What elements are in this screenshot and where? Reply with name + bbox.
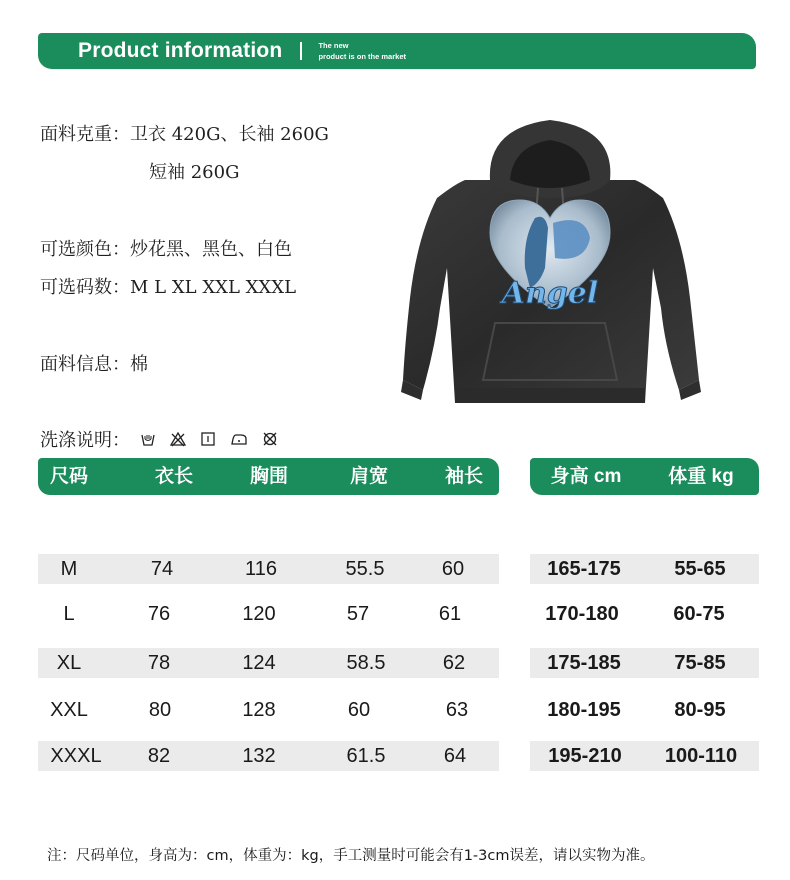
material-value: 棉 — [130, 354, 148, 375]
fit-table-header — [530, 458, 759, 495]
hoodie-graphic-text: Angel — [501, 276, 599, 311]
size-table-header — [38, 458, 499, 495]
tumble-dry-icon — [200, 431, 216, 447]
product-info-banner — [38, 33, 756, 69]
colors-label: 可选颜色： — [40, 239, 130, 260]
fabric-weight-value: 卫衣 420G、长袖 260G — [130, 124, 329, 145]
sizes-label: 可选码数： — [40, 277, 130, 298]
header-sleeve: 袖长 — [444, 466, 484, 487]
banner-divider — [300, 42, 302, 60]
header-height: 身高 cm — [550, 466, 622, 487]
table-row: XXL 80 128 60 63 — [50, 699, 469, 721]
material-line — [40, 350, 148, 376]
colors-value: 炒花黑、黑色、白色 — [130, 239, 292, 260]
table-row: M 74 116 55.5 60 — [38, 554, 499, 584]
care-instructions — [40, 426, 278, 452]
table-row: 195-210 100-110 — [530, 741, 759, 771]
no-dry-clean-icon — [262, 431, 278, 447]
fabric-weight-label: 面料克重： — [40, 124, 130, 145]
banner-title: Product information — [78, 39, 283, 62]
care-label: 洗涤说明： — [40, 430, 130, 451]
table-row: 165-175 55-65 — [530, 554, 759, 584]
hoodie-product-image — [395, 118, 710, 413]
fabric-weight-value-2: 短袖 260G — [149, 162, 240, 183]
header-weight: 体重 kg — [668, 466, 734, 487]
header-chest: 胸围 — [249, 466, 289, 487]
table-row: 175-185 75-85 — [530, 648, 759, 678]
colors-line — [40, 235, 292, 261]
header-shoulder: 肩宽 — [349, 466, 389, 487]
table-row: 180-195 80-95 — [547, 699, 726, 721]
hand-wash-icon — [140, 431, 156, 447]
header-length: 衣长 — [154, 466, 194, 487]
table-row: XL 78 124 58.5 62 — [38, 648, 499, 678]
fabric-weight-line-2 — [149, 158, 239, 184]
banner-subtitle: The new product is on the market — [318, 41, 406, 61]
iron-icon — [230, 431, 248, 447]
table-row: L 76 120 57 61 — [63, 603, 462, 625]
material-label: 面料信息： — [40, 354, 130, 375]
measurement-note: 注：尺码单位，身高为：cm，体重为：kg，手工测量时可能会有1-3cm误差，请以实物为准。 — [47, 848, 655, 864]
header-size: 尺码 — [49, 466, 89, 487]
sizes-value: M L XL XXL XXXL — [130, 277, 297, 298]
table-row: XXXL 82 132 61.5 64 — [38, 741, 499, 771]
sizes-line — [40, 273, 296, 299]
fabric-weight-line — [40, 120, 329, 146]
no-bleach-icon — [170, 431, 186, 447]
table-row: 170-180 60-75 — [545, 603, 725, 625]
